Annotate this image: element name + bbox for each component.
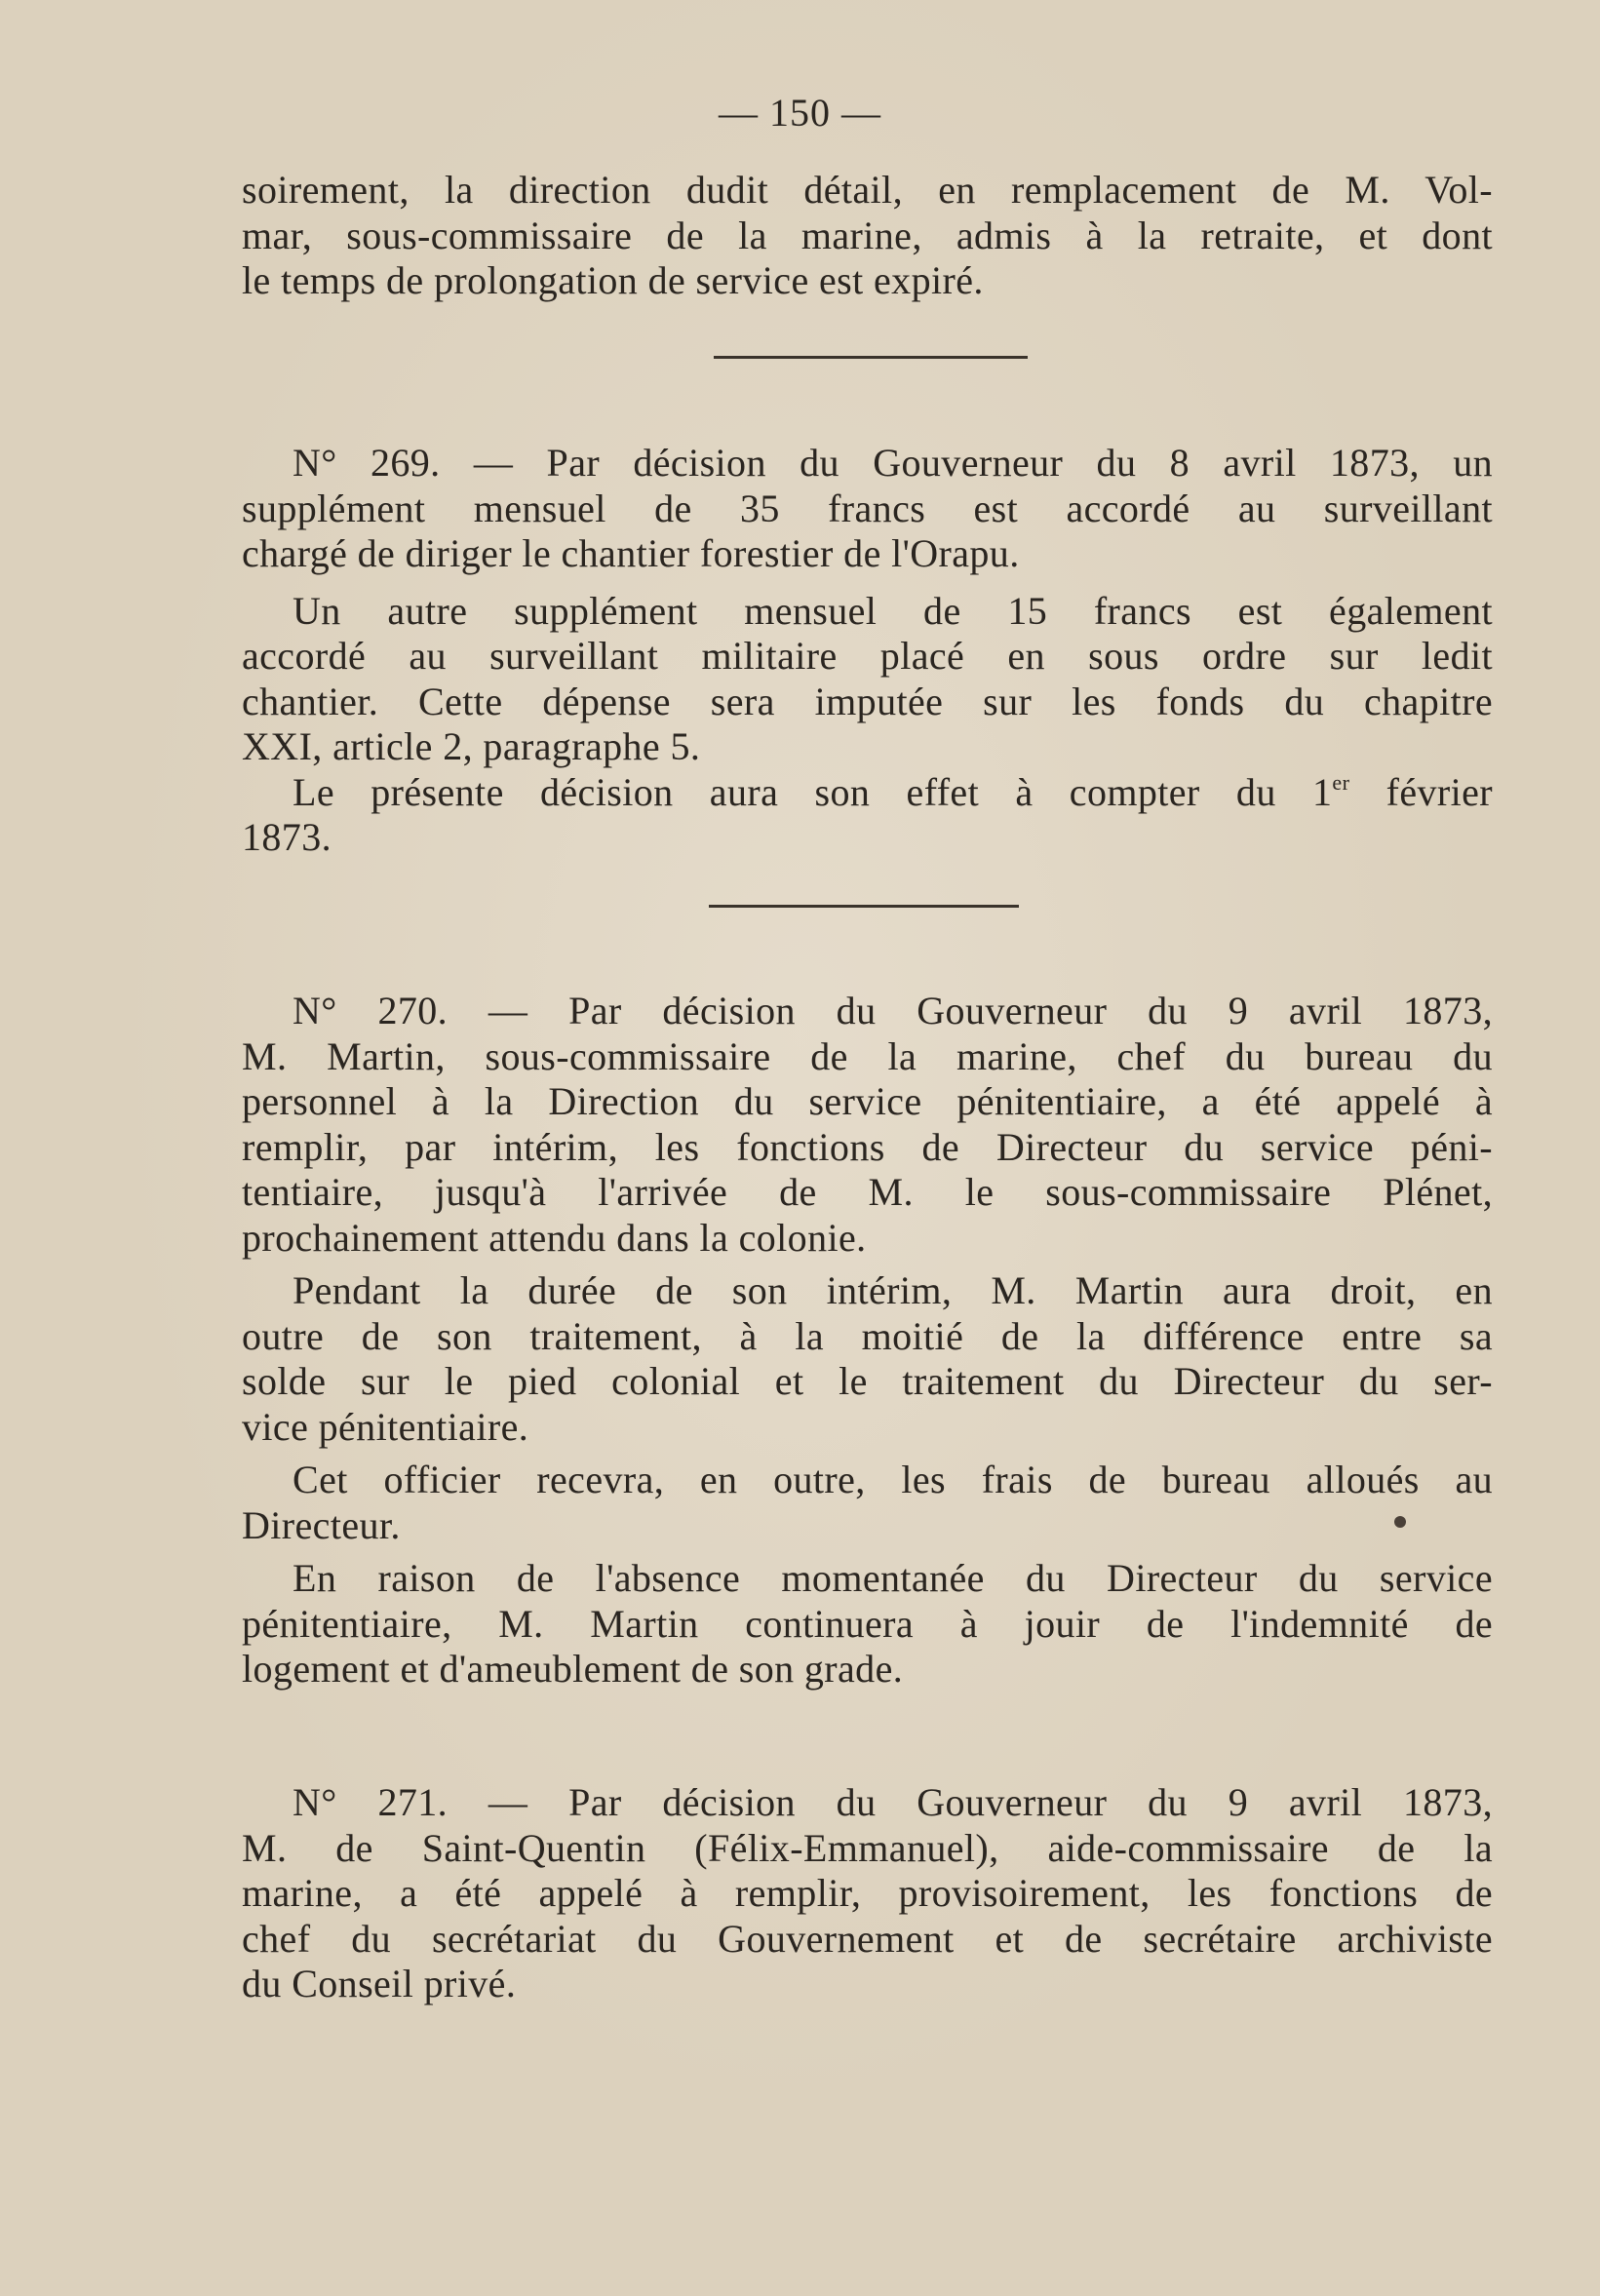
- text-line: le temps de prolongation de service est expiré.: [242, 258, 984, 302]
- text-line: prochainement attendu dans la colonie.: [242, 1215, 867, 1260]
- text-line: solde sur le pied colonial et le traitement du Directeur du ser-: [242, 1359, 1493, 1403]
- text-line: personnel à la Direction du service pénitentiaire, a été appelé à: [242, 1079, 1493, 1123]
- text-line: pénitentiaire, M. Martin continuera à jouir de l'indemnité de: [242, 1601, 1493, 1646]
- decision-270: [242, 989, 1493, 1693]
- text-line: accordé au surveillant militaire placé en sous ordre sur ledit: [242, 634, 1493, 678]
- text-line: chantier. Cette dépense sera imputée sur les fonds du chapitre: [242, 679, 1493, 723]
- text-line: chef du secrétariat du Gouvernement et de secrétaire archiviste: [242, 1916, 1493, 1961]
- text-line: En raison de l'absence momentanée du Directeur du service: [293, 1556, 1493, 1600]
- text-line: M. de Saint-Quentin (Félix-Emmanuel), aide-commissaire de la: [242, 1825, 1493, 1870]
- text-line: du Conseil privé.: [242, 1962, 517, 2005]
- text-line: Cet officier recevra, en outre, les frais de bureau alloués au: [293, 1458, 1493, 1501]
- text-line: mar, sous-commissaire de la marine, admis à la retraite, et dont: [242, 213, 1493, 257]
- text-line: N° 270. — Par décision du Gouverneur du 9 avril 1873,: [293, 989, 1493, 1032]
- text-fragment: février: [1349, 769, 1493, 814]
- text-line: chargé de diriger le chantier forestier de l'Orapu.: [242, 531, 1020, 575]
- page-number: — 150 —: [719, 91, 881, 135]
- section-divider: [714, 356, 1028, 359]
- text-fragment: Le présente décision aura son effet à compter du 1: [293, 769, 1333, 814]
- text-line: soirement, la direction dudit détail, en remplacement de M. Vol-: [242, 168, 1493, 212]
- decision-269: [242, 441, 1493, 861]
- superscript: er: [1332, 769, 1350, 795]
- text-line: [242, 770, 1493, 816]
- text-line: XXI, article 2, paragraphe 5.: [242, 724, 701, 768]
- text-line: logement et d'ameublement de son grade.: [242, 1647, 904, 1691]
- decision-271: [242, 1780, 1493, 2007]
- text-line: N° 271. — Par décision du Gouverneur du 9 avril 1873,: [293, 1780, 1493, 1824]
- text-line: M. Martin, sous-commissaire de la marine, chef du bureau du: [242, 1033, 1493, 1078]
- text-line: supplément mensuel de 35 francs est accordé au surveillant: [242, 486, 1493, 530]
- text-line: tentiaire, jusqu'à l'arrivée de M. le sous-commissaire Plénet,: [242, 1170, 1493, 1214]
- text-line: 1873.: [242, 815, 332, 859]
- ink-speck: [1394, 1516, 1406, 1528]
- intro-paragraph: [242, 168, 1493, 304]
- section-divider: [709, 905, 1019, 908]
- text-line: Pendant la durée de son intérim, M. Martin aura droit, en: [293, 1268, 1493, 1312]
- text-line: Directeur.: [242, 1502, 401, 1547]
- text-line: marine, a été appelé à remplir, provisoirement, les fonctions de: [242, 1871, 1493, 1915]
- text-line: N° 269. — Par décision du Gouverneur du 8 avril 1873, un: [293, 441, 1493, 485]
- text-line: Un autre supplément mensuel de 15 francs est également: [293, 588, 1493, 633]
- text-line: vice pénitentiaire.: [242, 1404, 529, 1449]
- text-line: outre de son traitement, à la moitié de la différence entre sa: [242, 1313, 1493, 1358]
- text-line: remplir, par intérim, les fonctions de Directeur du service péni-: [242, 1124, 1493, 1169]
